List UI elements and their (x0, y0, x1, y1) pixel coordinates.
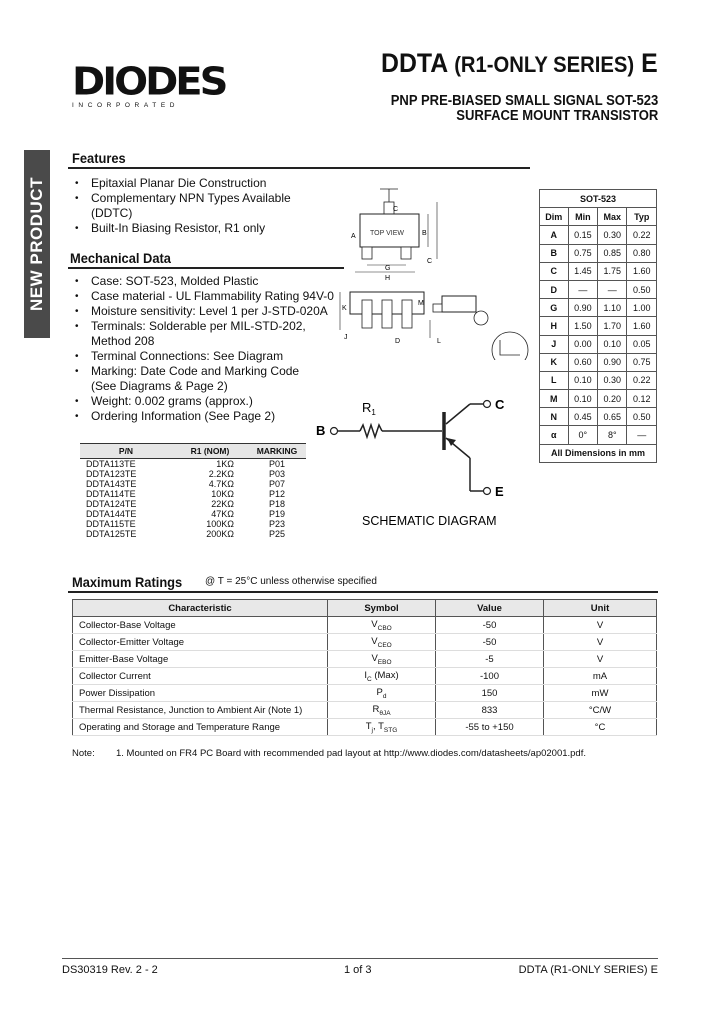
part-marking: P03 (268, 469, 285, 479)
side-view (340, 292, 528, 360)
dim-label-k: K (342, 305, 347, 312)
mech-item-continued (72, 334, 352, 349)
rating-value: -50 (436, 634, 544, 651)
part-r1: 10KΩ (211, 489, 234, 499)
dim-min: 0.60 (568, 353, 597, 371)
subtitle-line-2: SURFACE MOUNT TRANSISTOR (455, 108, 658, 124)
symbol-main: V (371, 618, 378, 630)
features-heading: Features (72, 150, 126, 166)
schematic-caption: SCHEMATIC DIAGRAM (362, 514, 497, 528)
dim-label-m: M (418, 300, 424, 307)
dim-typ: 1.00 (627, 299, 657, 317)
dim-table-row (540, 408, 657, 426)
dim-col-max: Max (598, 208, 627, 226)
dim-label-h: H (385, 275, 391, 282)
mech-item: • Marking: Date Code and Marking Code (72, 364, 352, 379)
dim-name: G (540, 299, 569, 317)
max-ratings-condition (205, 576, 377, 587)
dim-label-l: L (437, 338, 441, 345)
dim-table-row (540, 371, 657, 389)
part-marking: P07 (268, 479, 285, 489)
part-r1: 2.2KΩ (208, 469, 234, 479)
rating-unit: mA (544, 668, 657, 685)
dim-min: 0.15 (568, 226, 597, 244)
dim-max: 0.10 (598, 335, 627, 353)
max-ratings-table (72, 599, 657, 736)
rating-symbol (328, 617, 436, 634)
symbol-main: V (371, 635, 378, 647)
ratings-row (73, 617, 657, 634)
part-col-marking: MARKING (248, 444, 306, 459)
dim-name: M (540, 390, 569, 408)
mech-item: • Case material - UL Flammability Rating 94V-0 (72, 289, 352, 304)
dim-typ: 0.22 (627, 226, 657, 244)
symbol-sub-extra: STG (383, 726, 398, 734)
features-rule (68, 167, 530, 169)
ratings-col-unit: Unit (544, 600, 657, 617)
rating-unit: °C/W (544, 702, 657, 719)
dim-typ: 0.50 (627, 408, 657, 426)
part-number: DDTA144TE (86, 509, 137, 519)
dim-table-row (540, 280, 657, 298)
feature-item: • Complementary NPN Types Available (72, 191, 352, 206)
side-banner-text: NEW PRODUCT (27, 177, 47, 311)
package-outline-drawing (330, 180, 535, 360)
part-table-header (80, 444, 306, 459)
subtitle-line-1: PNP PRE-BIASED SMALL SIGNAL SOT-523 (390, 93, 658, 109)
dim-col-min: Min (568, 208, 597, 226)
part-table-row (80, 529, 306, 539)
dim-name: B (540, 244, 569, 262)
dim-max: 1.75 (598, 262, 627, 280)
title-main: DDTA (381, 48, 448, 78)
symbol-extra: , T (372, 720, 384, 732)
page-title (381, 48, 658, 79)
symbol-main: R (372, 703, 380, 715)
schematic-diagram (310, 390, 530, 530)
dim-max: 1.10 (598, 299, 627, 317)
symbol-main: P (376, 686, 383, 698)
top-view (351, 189, 437, 282)
part-table-row (80, 459, 306, 470)
dim-max: 0.30 (598, 226, 627, 244)
note-text: 1. Mounted on FR4 PC Board with recommended pad layout at http://www.diodes.com/datasheets/ap02001.pdf. (116, 748, 586, 759)
mech-item: • Ordering Information (See Page 2) (72, 409, 352, 424)
dim-typ: — (627, 426, 657, 444)
part-r1: 4.7KΩ (208, 479, 234, 489)
dim-min: 0.75 (568, 244, 597, 262)
dim-label-a: A (351, 233, 356, 240)
dim-table-footer: All Dimensions in mm (540, 444, 657, 462)
dim-label-j: J (344, 334, 348, 341)
part-table-row (80, 519, 306, 529)
part-col-r1: R1 (NOM) (172, 444, 248, 459)
part-number: DDTA124TE (86, 499, 137, 509)
dim-name: C (540, 262, 569, 280)
rating-unit: V (544, 634, 657, 651)
rating-characteristic: Emitter-Base Voltage (73, 651, 328, 668)
dimension-table (539, 189, 657, 463)
ratings-row (73, 668, 657, 685)
rating-symbol (328, 685, 436, 702)
dim-typ: 0.22 (627, 371, 657, 389)
dim-name: α (540, 426, 569, 444)
dim-typ: 0.12 (627, 390, 657, 408)
dim-max: — (598, 280, 627, 298)
footer-doc-id: DS30319 Rev. 2 - 2 (62, 964, 158, 976)
rating-symbol (328, 719, 436, 736)
dim-table-row (540, 244, 657, 262)
dim-max: 0.20 (598, 390, 627, 408)
max-ratings-heading: Maximum Ratings (72, 574, 183, 590)
footer-rule (62, 958, 658, 959)
part-marking: P23 (268, 519, 285, 529)
part-marking: P25 (268, 529, 285, 539)
ratings-col-symbol: Symbol (328, 600, 436, 617)
dim-name: D (540, 280, 569, 298)
rating-characteristic: Collector-Emitter Voltage (73, 634, 328, 651)
title-suffix: E (641, 48, 658, 78)
schematic-label-b: B (316, 423, 326, 438)
symbol-sub: EBO (377, 658, 392, 666)
part-table-body (80, 459, 306, 540)
dim-table-row (540, 335, 657, 353)
feature-item: • Epitaxial Planar Die Construction (72, 176, 352, 191)
part-marking: P19 (268, 509, 285, 519)
dim-table-row (540, 262, 657, 280)
rating-unit: V (544, 617, 657, 634)
dim-max: 0.90 (598, 353, 627, 371)
dim-table-title: SOT-523 (540, 190, 657, 208)
dim-min: 0.90 (568, 299, 597, 317)
rating-symbol (328, 668, 436, 685)
logo-wordmark: DIODES (72, 60, 226, 104)
part-number: DDTA114TE (86, 489, 136, 499)
dim-table-header (540, 208, 657, 226)
condition-text: @ T = 25°C unless otherwise specified (205, 576, 377, 587)
dim-min: 0.45 (568, 408, 597, 426)
rating-value: -55 to +150 (436, 719, 544, 736)
mechanical-heading: Mechanical Data (70, 250, 171, 266)
rating-value: -50 (436, 617, 544, 634)
part-col-pn: P/N (80, 444, 172, 459)
dim-table-row (540, 226, 657, 244)
ratings-row (73, 651, 657, 668)
symbol-sub: CBO (377, 624, 392, 632)
dim-name: L (540, 371, 569, 389)
dim-min: 0.10 (568, 371, 597, 389)
dim-table-row (540, 317, 657, 335)
dim-name: H (540, 317, 569, 335)
dim-max: 1.70 (598, 317, 627, 335)
dim-label-g: G (385, 265, 391, 272)
rating-characteristic: Thermal Resistance, Junction to Ambient Air (Note 1) (73, 702, 328, 719)
max-ratings-rule (68, 591, 658, 593)
dim-min: 0° (568, 426, 597, 444)
dim-name: N (540, 408, 569, 426)
dim-table-row (540, 426, 657, 444)
part-number: DDTA115TE (86, 519, 136, 529)
rating-characteristic: Power Dissipation (73, 685, 328, 702)
footer-part-series: DDTA (R1-ONLY SERIES) E (518, 964, 658, 976)
mech-item-continued-text: (See Diagrams & Page 2) (91, 379, 228, 393)
feature-item-continued-text: (DDTC) (91, 206, 133, 220)
rating-characteristic: Collector-Base Voltage (73, 617, 328, 634)
dim-min: 1.50 (568, 317, 597, 335)
part-table-row (80, 479, 306, 489)
dim-max: 0.85 (598, 244, 627, 262)
mech-item: • Weight: 0.002 grams (approx.) (72, 394, 352, 409)
ratings-row (73, 719, 657, 736)
schematic-label-e: E (495, 484, 504, 499)
dim-table-row (540, 353, 657, 371)
mech-item: • Terminal Connections: See Diagram (72, 349, 352, 364)
dim-typ: 0.75 (627, 353, 657, 371)
dim-max: 0.65 (598, 408, 627, 426)
feature-item: • Built-In Biasing Resistor, R1 only (72, 221, 352, 236)
dim-name: K (540, 353, 569, 371)
part-table-row (80, 509, 306, 519)
ratings-col-characteristic: Characteristic (73, 600, 328, 617)
dim-typ: 0.05 (627, 335, 657, 353)
symbol-sub: d (382, 692, 387, 700)
mech-item-continued-text: Method 208 (91, 334, 155, 348)
dim-table-row (540, 390, 657, 408)
dim-max: 8° (598, 426, 627, 444)
part-r1: 1KΩ (216, 459, 234, 469)
dim-table-body (540, 226, 657, 444)
rating-unit: mW (544, 685, 657, 702)
part-r1: 200KΩ (206, 529, 234, 539)
part-table-row (80, 469, 306, 479)
part-r1: 47KΩ (211, 509, 234, 519)
note-label: Note: (72, 748, 95, 759)
rating-value: 150 (436, 685, 544, 702)
dim-min: 1.45 (568, 262, 597, 280)
dim-name: J (540, 335, 569, 353)
dim-typ: 0.50 (627, 280, 657, 298)
symbol-main: V (371, 652, 378, 664)
part-marking: P18 (268, 499, 285, 509)
dim-table-row (540, 299, 657, 317)
ratings-row (73, 685, 657, 702)
rating-symbol (328, 702, 436, 719)
features-list (72, 176, 352, 236)
rating-symbol (328, 651, 436, 668)
part-number-table (80, 443, 306, 539)
part-number: DDTA123TE (86, 469, 137, 479)
title-paren: (R1-ONLY SERIES) (454, 52, 635, 77)
part-marking: P01 (268, 459, 285, 469)
dim-label-b: B (422, 230, 427, 237)
schematic-label-c: C (495, 397, 505, 412)
symbol-sub: j (371, 726, 373, 734)
part-number: DDTA113TE (86, 459, 136, 469)
ratings-header-row (73, 600, 657, 617)
rating-characteristic: Operating and Storage and Temperature Range (73, 719, 328, 736)
rating-unit: V (544, 651, 657, 668)
ratings-table-body (73, 617, 657, 736)
part-r1: 100KΩ (206, 519, 234, 529)
mech-item: • Case: SOT-523, Molded Plastic (72, 274, 352, 289)
symbol-sub: C (367, 675, 372, 683)
logo-subtext: INCORPORATED (72, 102, 180, 109)
rating-unit: °C (544, 719, 657, 736)
rating-value: -100 (436, 668, 544, 685)
symbol-main: I (364, 669, 367, 681)
part-r1: 22KΩ (211, 499, 234, 509)
footer-page-number: 1 of 3 (344, 964, 372, 976)
ratings-row (73, 702, 657, 719)
dim-label-d: D (395, 338, 401, 345)
page-subtitle (390, 94, 658, 124)
symbol-main: T (365, 720, 372, 732)
ratings-row (73, 634, 657, 651)
dim-min: — (568, 280, 597, 298)
part-number: DDTA125TE (86, 529, 137, 539)
part-table-row (80, 499, 306, 509)
mechanical-rule (68, 267, 344, 269)
ratings-col-value: Value (436, 600, 544, 617)
dim-name: A (540, 226, 569, 244)
side-banner (24, 150, 50, 338)
part-table-row (80, 489, 306, 499)
symbol-sub: θJA (379, 709, 391, 717)
rating-value: 833 (436, 702, 544, 719)
feature-item-continued (72, 206, 352, 221)
schematic-label-r: $R_1$ (362, 400, 376, 417)
symbol-sub: CEO (377, 641, 392, 649)
dim-min: 0.10 (568, 390, 597, 408)
top-view-label: TOP VIEW (370, 230, 404, 237)
dim-typ: 0.80 (627, 244, 657, 262)
dim-label-c2: C (427, 258, 433, 265)
rating-symbol (328, 634, 436, 651)
dim-typ: 1.60 (627, 262, 657, 280)
diodes-logo (72, 62, 238, 110)
dim-label-c: C (393, 206, 399, 213)
dim-min: 0.00 (568, 335, 597, 353)
dim-max: 0.30 (598, 371, 627, 389)
part-number: DDTA143TE (86, 479, 137, 489)
dim-typ: 1.60 (627, 317, 657, 335)
mech-item: • Moisture sensitivity: Level 1 per J-STD-020A (72, 304, 352, 319)
rating-value: -5 (436, 651, 544, 668)
part-marking: P12 (268, 489, 285, 499)
note (72, 748, 586, 759)
dim-col-dim: Dim (540, 208, 569, 226)
mech-item: • Terminals: Solderable per MIL-STD-202, (72, 319, 352, 334)
rating-characteristic: Collector Current (73, 668, 328, 685)
dim-col-typ: Typ (627, 208, 657, 226)
symbol-extra: (Max) (371, 669, 399, 681)
